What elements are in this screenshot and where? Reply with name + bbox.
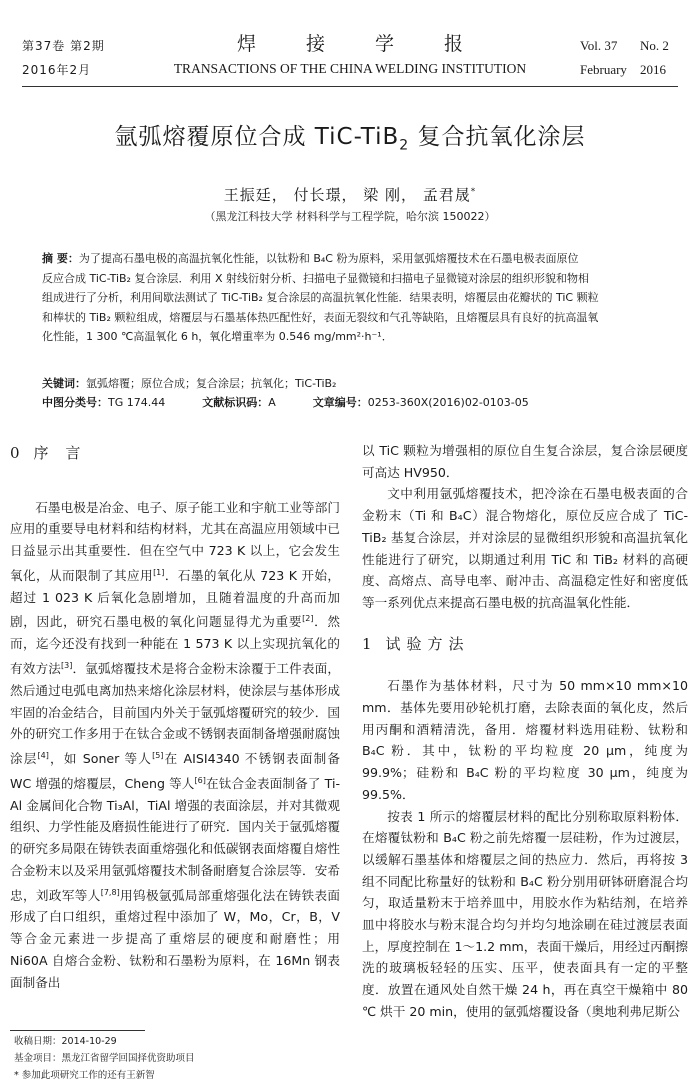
- section-0-heading: [10, 443, 340, 465]
- left-column: [10, 444, 341, 993]
- abstract: [42, 249, 658, 347]
- right-column: [362, 440, 688, 1023]
- footnote: [14, 1033, 195, 1084]
- body-paragraph: 文中利用氩弧熔覆技术，把冷涂在石墨电极表面的合金粉末（Ti 和 B₄C）混合物熔化，原位反应合成了 TiC-TiB₂ 基复合涂层，并对涂层的显微组织形貌和高温抗氧化性能进行了研究，以期通过利用 TiC 和 TiB₂ 材料的高硬度、高熔点、高导电率、耐冲击、高温稳定性好和密度低等一系列优点来提高石墨电极的抗高温氧化性能．: [362, 486, 688, 610]
- date-cn: 2016年2月: [22, 63, 92, 77]
- citation[interactable]: [7,8]: [100, 887, 120, 897]
- author-mark: *: [470, 187, 477, 197]
- citation[interactable]: [3]: [61, 661, 73, 670]
- keywords-block: [42, 374, 658, 412]
- title-tail: 复合抗氧化涂层: [409, 124, 586, 150]
- keywords: 氩弧熔覆；原位合成；复合涂层；抗氧化；TiC-TiB₂: [86, 377, 337, 390]
- month-en: February: [580, 62, 627, 77]
- abstract-line: 组成进行了分析，利用间歇法测试了 TiC-TiB₂ 复合涂层的高温抗氧化性能．结果表明，熔覆层由花瓣状的 TiC 颗粒: [42, 291, 599, 304]
- year-en: 2016: [640, 62, 666, 77]
- journal-name-en: TRANSACTIONS OF THE CHINA WELDING INSTITUTION: [173, 61, 527, 76]
- received-date: 收稿日期：2014-10-29: [14, 1036, 117, 1047]
- citation[interactable]: [1]: [153, 567, 165, 577]
- author-list: [0, 184, 700, 205]
- journal-name-cn: 焊 接 学 报: [236, 33, 486, 55]
- keywords-label: 关键词：: [42, 377, 86, 390]
- fund-info: 基金项目：黑龙江省留学回国择优资助项目: [14, 1053, 195, 1064]
- volume-issue-cn: 第37卷 第2期: [22, 39, 105, 53]
- continued-paragraph: 以 TiC 颗粒为增强相的原位自生复合涂层，复合涂层硬度可高达 HV950．: [362, 443, 688, 480]
- issue-en: No. 2: [640, 38, 669, 53]
- header-rule: [22, 86, 678, 87]
- abstract-line: 化性能，1 300 ℃高温氧化 6 h，氧化增重率为 0.546 mg/mm²·h⁻¹．: [42, 330, 393, 343]
- abstract-label: 摘 要：: [42, 252, 79, 265]
- citation[interactable]: [2]: [302, 614, 314, 624]
- abstract-line: 反应合成 TiC-TiB₂ 复合涂层．利用 X 射线衍射分析、扫描电子显微镜和扫描电子显微镜对涂层的组织形貌和物相: [42, 271, 589, 285]
- clc-number: TG 174.44: [108, 396, 166, 409]
- abstract-line: 和棒状的 TiB₂ 颗粒组成，熔覆层与石墨基体热匹配性好，表面无裂纹和气孔等缺陷，且熔覆层具有良好的抗高温氧: [42, 310, 599, 324]
- doc-code-label: 文献标识码：: [202, 396, 269, 409]
- abstract-line: 为了提高石墨电极的高温抗氧化性能，以钛粉和 B₄C 粉为原料，采用氩弧熔覆技术在石墨电极表面原位: [78, 252, 579, 265]
- citation[interactable]: [6]: [194, 775, 206, 785]
- title-subscript: 2: [399, 137, 410, 154]
- paper-title: [0, 118, 700, 154]
- volume-en: Vol. 37: [580, 38, 618, 53]
- title-main: 氩弧熔覆原位合成 TiC-TiB: [114, 124, 400, 150]
- section-1-heading: [362, 634, 688, 656]
- section-title: 序 言: [33, 444, 87, 462]
- footnote-rule: [10, 1030, 145, 1031]
- section-number: 0: [10, 444, 20, 462]
- affiliation: （黑龙江科技大学 材料科学与工程学院，哈尔滨 150022）: [204, 210, 496, 223]
- running-header-right: [580, 34, 678, 82]
- section-number: 1: [362, 634, 372, 653]
- citation[interactable]: [4]: [37, 751, 49, 760]
- body-paragraph: 按表 1 所示的熔覆层材料的配比分别称取原料粉体．在熔覆钛粉和 B₄C 粉之前先熔覆一层硅粉，作为过渡层，以缓解石墨基体和熔覆层之间的热应力．然后，再将按 3 组不同配比称量好的钛粉和 B₄C 粉分别用研钵研磨混合均匀，取适量粉末于培养皿中，用胶水作为粘结剂，在培养皿中将胶水与粉末混合均匀并均匀地涂刷在硅过渡层表面上，厚度控制在 1～1.2 mm，表面干燥后，用经过丙酮擦洗的玻璃板轻轻的压实、压平，使表面具有一定的平整度．放置在通风处自然干燥 24 h，再在真空干燥箱中 80 ℃ 烘干 20 min，使用的氩弧熔覆设备（奥地利弗尼斯公: [362, 808, 688, 1019]
- contributor-note: * 参加此项研究工作的还有王新智: [14, 1070, 155, 1081]
- body-paragraph: 石墨作为基体材料，尺寸为 50 mm×10 mm×10 mm．基体先要用砂轮机打磨，去除表面的氧化皮，然后用丙酮和酒精清洗，备用．熔覆材料选用硅粉、钛粉和 B₄C 粉．其中，钛粉的平均粒度 20 μm，纯度为 99.9%；硅粉和 B₄C 粉的平均粒度 30 μm，纯度为 99.5%．: [362, 678, 688, 802]
- citation[interactable]: [5]: [152, 751, 164, 760]
- intro-paragraph: 石墨电极是冶金、电子、原子能工业和宇航工业等部门应用的重要导电材料和结构材料，尤其在高温应用领域中已日益显示出其重要性．但在空气中 723 K 以上，它会发生氧化，从而限制了其应用[1]．石墨的氧化从 723 K 开始，超过 1 023 K 后氧化急剧增加，且随着温度的升高而加剧，因此，研究石墨电极的氧化问题显得尤为重要[2]．然而，迄今还没有找到一种能在 1 573 K 以上实现抗氧化的有效方法[3]．氩弧熔覆技术是将合金粉末涂覆于工件表面，然后通过电弧电离加热来熔化涂层材料，使涂层与基体形成牢固的冶金结合，目前国内外关于氩弧熔覆研究的较少．国外的研究工作多用于在钛合金或不锈钢表面制备增强耐腐蚀涂层[4]，如 Soner 等人[5]在 AISI4340 不锈钢表面制备 WC 增强的熔覆层，Cheng 等人[6]在钛合金表面制备了 Ti-Al 金属间化合物 Ti₃Al，TiAl 增强的表面涂层，并对其微观组织、力学性能及磨损性能进行了研究．国内关于氩弧熔覆的研究多局限在铸铁表面重熔强化和低碳钢表面熔覆自熔性合金粉末以及采用氩弧熔覆技术制备耐磨复合涂层等．安希忠，刘政军等人[7,8]用钨极氩弧局部重熔强化法在铸铁表面形成了白口组织，重熔过程中添加了 W，Mo，Cr，B，V 等合金元素进一步提高了重熔层的硬度和耐磨性；用 Ni60A 自熔合金粉、钛粉和石墨粉为原料，在 16Mn 钢表面制备出: [10, 499, 341, 990]
- article-number-label: 文章编号：: [312, 396, 368, 409]
- author-names: 王振廷， 付长璟， 梁 刚， 孟君晟: [223, 186, 471, 204]
- section-title: 试验方法: [385, 634, 470, 653]
- article-number: 0253-360X(2016)02-0103-05: [367, 396, 529, 409]
- doc-code: A: [268, 396, 276, 409]
- clc-label: 中图分类号：: [42, 396, 108, 409]
